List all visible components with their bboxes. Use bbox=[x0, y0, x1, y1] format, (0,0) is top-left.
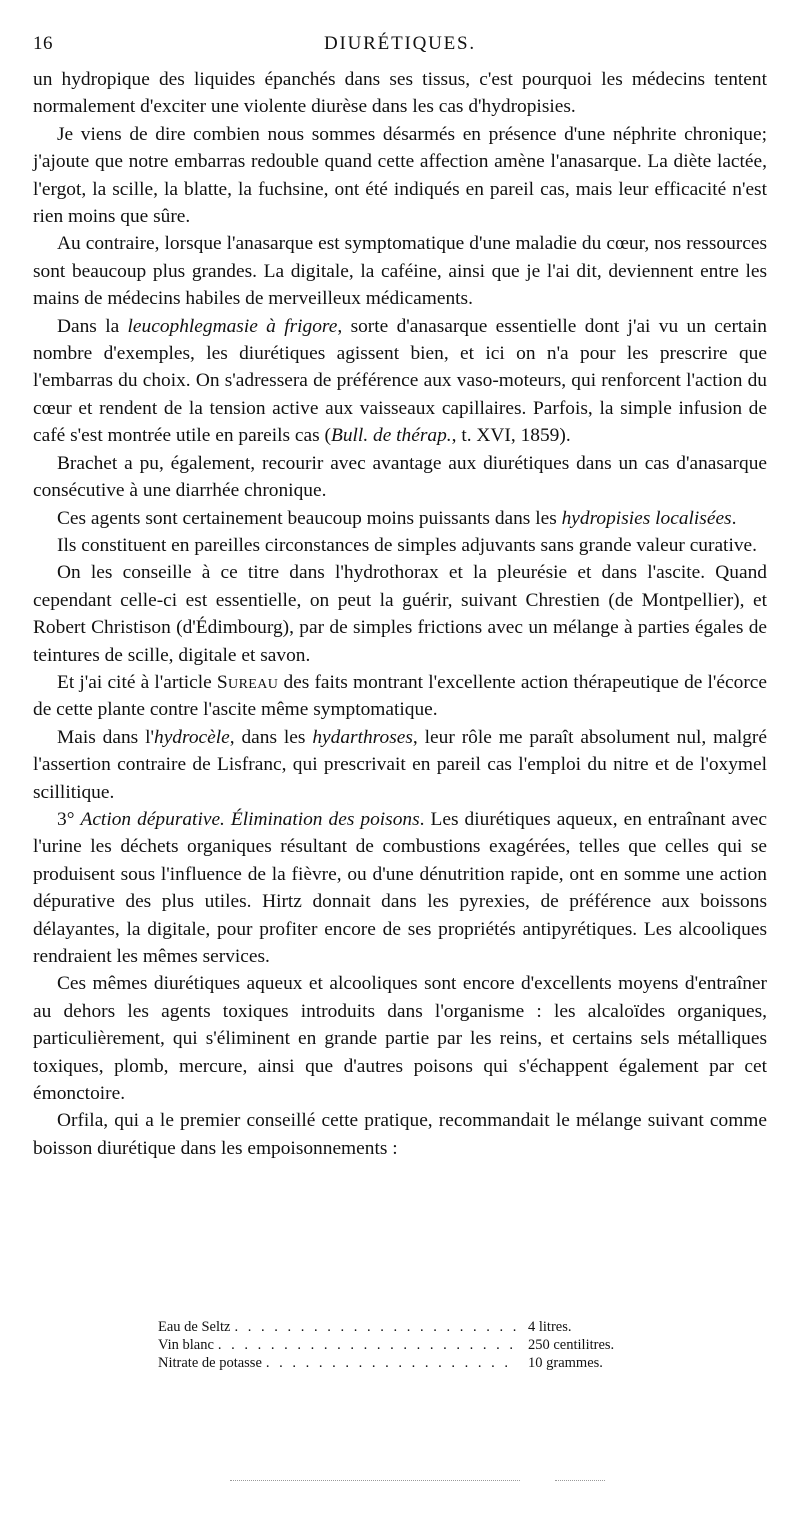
text-run: Et j'ai cité à l'article bbox=[57, 671, 217, 693]
paragraph bbox=[33, 669, 767, 724]
text-run: Orfila, qui a le premier conseillé cette pratique, recommandait le mélange suivant comme boisson diurétique dans les empoisonnements : bbox=[33, 1110, 767, 1159]
recipe-table bbox=[158, 1318, 648, 1372]
dot-leader bbox=[262, 1354, 516, 1372]
text-run: , t. XVI, 1859). bbox=[451, 425, 571, 447]
recipe-ingredient: Vin blanc bbox=[158, 1337, 214, 1353]
italic-text: hydrocèle bbox=[154, 726, 230, 748]
text-run: , leur rôle me paraît absolument nul, malgré l'assertion contraire de Lisfranc, qui prescrivait en pareil cas l'emploi du nitre et de l'oxymel scillitique. bbox=[33, 726, 767, 803]
paragraph bbox=[33, 121, 767, 231]
footer-rule bbox=[230, 1480, 520, 1481]
dot-leader bbox=[230, 1318, 516, 1336]
recipe-quantity: 10 grammes. bbox=[528, 1355, 603, 1371]
paragraph bbox=[33, 559, 767, 669]
small-caps-text: Sureau bbox=[216, 671, 279, 693]
text-run: . Les diurétiques aqueux, en entraînant avec l'urine les déchets organiques résultant de combustions exagérées, telles que celles qui se produisent sous l'influence de la fièvre, ou d'une dénutrition rapide, ont en somme une action dépurative des plus utiles. Hirtz donnait dans les pyrexies, de préférence aux boissons délayantes, la digitale, pour profiter encore de ses propriétés antipyrétiques. Les alcooliques rendraient les mêmes services. bbox=[33, 808, 767, 967]
text-run: Dans la bbox=[57, 315, 128, 337]
paragraph bbox=[33, 724, 767, 806]
recipe-ingredient: Nitrate de potasse bbox=[158, 1355, 262, 1371]
text-run: , sorte d'anasarque essentielle dont j'ai vu un certain nombre d'exemples, les diurétiques agissent bien, et ici on n'a pour les prescrire que l'embarras du choix. On s'adressera de préférence aux vaso-moteurs, qui renforcent l'action du cœur et rendent de la tension active aux vaisseaux capillaires. Parfois, la simple infusion de café s'est montrée utile en pareils cas ( bbox=[33, 315, 767, 447]
recipe-row bbox=[158, 1354, 648, 1372]
paragraph bbox=[33, 230, 767, 312]
text-run: 3° bbox=[57, 808, 81, 830]
recipe-quantity: 4 litres. bbox=[528, 1319, 572, 1335]
text-run: Au contraire, lorsque l'anasarque est symptomatique d'une maladie du cœur, nos ressources sont beaucoup plus grandes. La digitale, la caféine, ainsi que je l'ai dit, deviennent entre les mains de médecins habiles de merveilleux médicaments. bbox=[33, 233, 767, 310]
paragraph bbox=[33, 450, 767, 505]
recipe-ingredient: Eau de Seltz bbox=[158, 1319, 231, 1335]
body-text bbox=[33, 66, 767, 1162]
recipe-quantity: 250 centilitres. bbox=[528, 1337, 615, 1353]
text-run: Mais dans l' bbox=[57, 726, 154, 748]
text-run: Ces agents sont certainement beaucoup moins puissants dans les bbox=[57, 507, 562, 529]
paragraph bbox=[33, 505, 767, 532]
italic-text: Action dépurative. Élimination des poisons bbox=[80, 808, 420, 830]
paragraph bbox=[33, 806, 767, 970]
italic-text: Bull. de thérap. bbox=[331, 425, 452, 447]
running-title: DIURÉTIQUES. bbox=[324, 33, 476, 54]
paragraph bbox=[33, 532, 767, 559]
text-run: des faits montrant l'excellente action thérapeutique de l'écorce de cette plante contre l'ascite même symptomatique. bbox=[33, 671, 767, 721]
paragraph bbox=[33, 970, 767, 1107]
italic-text: hydarthroses bbox=[312, 726, 413, 748]
text-run: Ces mêmes diurétiques aqueux et alcooliques sont encore d'excellents moyens d'entraîner au dehors les agents toxiques introduits dans l'organisme : les alcaloïdes organiques, particulièrement, qui s'éliminent en grande partie par les reins, et certains sels métalliques toxiques, plomb, mercure, ainsi que d'autres poisons qui s'échappent également par cet émonctoire. bbox=[33, 973, 767, 1105]
italic-text: leucophlegmasie à frigore bbox=[127, 315, 338, 337]
text-run: un hydropique des liquides épanchés dans ses tissus, c'est pourquoi les médecins tentent normalement d'exciter une violente diurèse dans les cas d'hydropisies. bbox=[33, 69, 767, 118]
text-run: , dans les bbox=[229, 726, 313, 748]
text-run: . bbox=[731, 507, 737, 529]
text-run: Brachet a pu, également, recourir avec avantage aux diurétiques dans un cas d'anasarque consécutive à une diarrhée chronique. bbox=[33, 452, 767, 502]
text-run: On les conseille à ce titre dans l'hydrothorax et la pleurésie et dans l'ascite. Quand cependant celle-ci est essentielle, on peut la guérir, suivant Chrestien (de Montpellier), et Robert Christison (d'Édimbourg), par de simples frictions avec un mélange à parties égales de teintures de scille, digitale et savon. bbox=[33, 562, 767, 666]
dot-leader bbox=[214, 1336, 516, 1354]
paragraph bbox=[33, 1107, 767, 1162]
italic-text: hydropisies localisées bbox=[561, 507, 732, 529]
text-run: Je viens de dire combien nous sommes désarmés en présence d'une néphrite chronique; j'ajoute que notre embarras redouble quand cette affection amène l'anasarque. La diète lactée, l'ergot, la scille, la blatte, la fuchsine, ont été indiqués en pareil cas, mais leur efficacité n'est rien moins que sûre. bbox=[33, 123, 767, 228]
recipe-row bbox=[158, 1336, 648, 1354]
page-number: 16 bbox=[33, 33, 53, 54]
paragraph bbox=[33, 313, 767, 450]
page-header bbox=[33, 33, 767, 63]
paragraph bbox=[33, 66, 767, 121]
text-run: Ils constituent en pareilles circonstances de simples adjuvants sans grande valeur curative. bbox=[57, 534, 757, 556]
recipe-row bbox=[158, 1318, 648, 1336]
footer-rule bbox=[555, 1480, 605, 1481]
